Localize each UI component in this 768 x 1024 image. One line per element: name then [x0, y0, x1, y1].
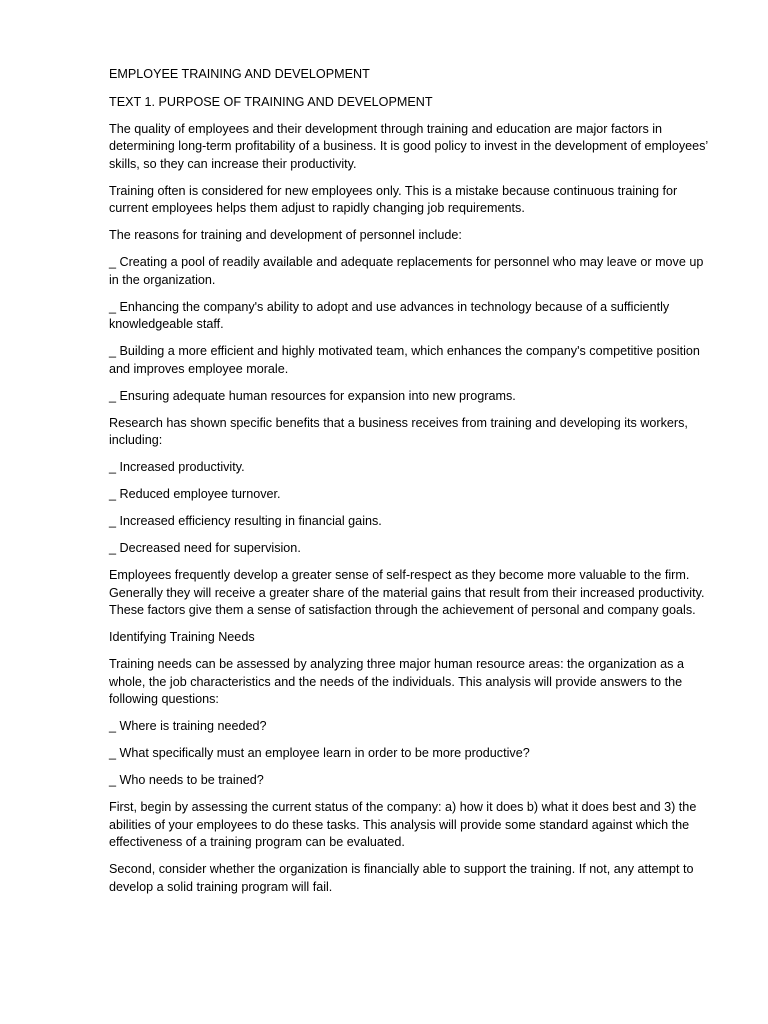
paragraph: The reasons for training and development of personnel include: — [109, 228, 462, 242]
list-item-benefit: _ Decreased need for supervision. — [109, 541, 301, 555]
document-title: EMPLOYEE TRAINING AND DEVELOPMENT — [109, 67, 370, 81]
paragraph: Training often is considered for new employees only. This is a mistake because continuous training for current employees helps them adjust to rapidly changing job requirements. — [109, 183, 678, 215]
section-heading-text1: TEXT 1. PURPOSE OF TRAINING AND DEVELOPMENT — [109, 94, 433, 109]
list-item-reason: _ Enhancing the company's ability to adopt and use advances in technology because of a sufficiently knowledgeable staff. — [109, 299, 670, 331]
list-item-question: _ Where is training needed? — [109, 719, 267, 733]
list-item-benefit: _ Increased efficiency resulting in financial gains. — [109, 514, 382, 528]
list-item-benefit: _ Reduced employee turnover. — [109, 487, 281, 501]
list-item-reason: _ Creating a pool of readily available and adequate replacements for personnel who may leave or move up in the organization. — [109, 255, 704, 287]
paragraph: The quality of employees and their development through training and education are major factors in determining long-term profitability of a business. It is good policy to invest in the development of employees’ skills, so they can increase their productivity. — [109, 121, 708, 171]
paragraph: First, begin by assessing the current status of the company: a) how it does b) what it does best and 3) the abilities of your employees to do these tasks. This analysis will provide some standard against which the effectiveness of a training program can be evaluated. — [109, 800, 697, 849]
list-item-benefit: _ Increased productivity. — [109, 460, 245, 474]
list-item-question: _ Who needs to be trained? — [109, 773, 264, 787]
paragraph: Employees frequently develop a greater sense of self-respect as they become more valuable to the firm. Generally they will receive a greater share of the material gains that result from their increased productivity. These factors give them a sense of satisfaction through the achievement of personal and company goals. — [109, 568, 705, 617]
list-item-reason: _ Ensuring adequate human resources for expansion into new programs. — [109, 388, 516, 403]
document-body — [109, 66, 713, 906]
list-item-reason: _ Building a more efficient and highly motivated team, which enhances the company's competitive position and improves employee morale. — [109, 344, 700, 376]
list-item-question: _ What specifically must an employee learn in order to be more productive? — [109, 746, 530, 760]
section-heading-training-needs: Identifying Training Needs — [109, 630, 255, 644]
paragraph: Second, consider whether the organization is financially able to support the training. If not, any attempt to develop a solid training program will fail. — [109, 862, 694, 894]
paragraph: Training needs can be assessed by analyzing three major human resource areas: the organization as a whole, the job characteristics and the needs of the individuals. This analysis will provide answers to the following questions: — [109, 657, 684, 706]
paragraph: Research has shown specific benefits that a business receives from training and developing its workers, including: — [109, 415, 688, 447]
